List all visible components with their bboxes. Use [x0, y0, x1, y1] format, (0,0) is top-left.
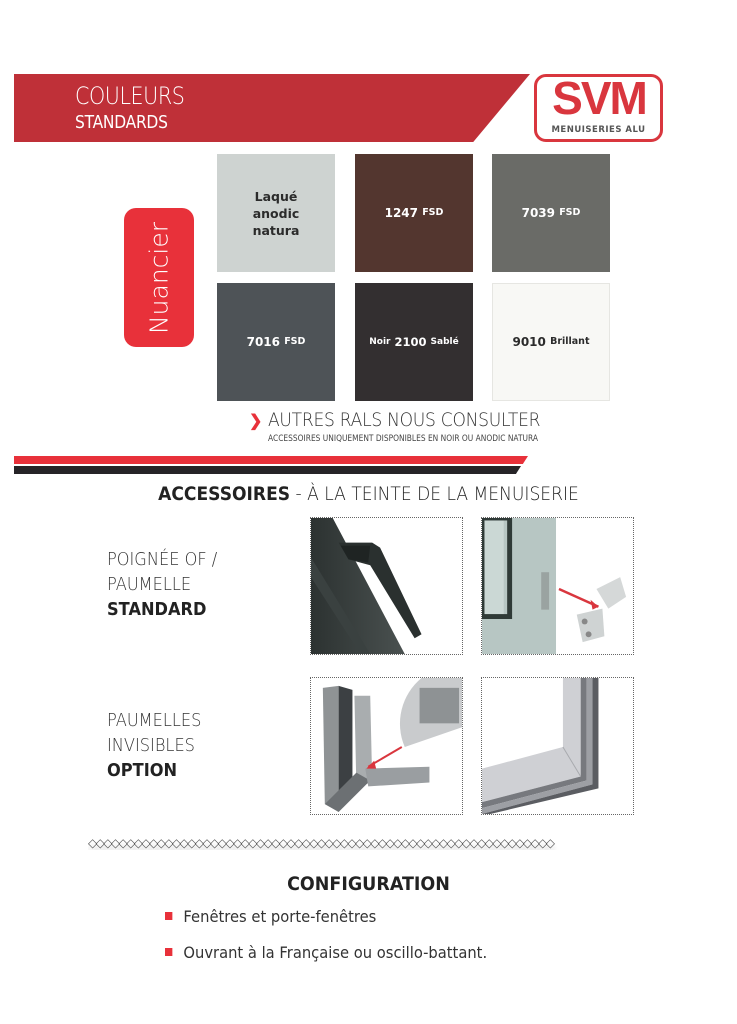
frame-profile-photo — [481, 677, 634, 815]
invisible-hinge-photo — [310, 677, 463, 815]
accessory-label-option — [107, 708, 201, 783]
page-title: COULEURS — [75, 82, 185, 110]
swatch-noir-2100 — [355, 283, 473, 401]
square-bullet-icon — [165, 948, 172, 956]
swatch-code: 7039 — [521, 206, 555, 220]
label-line: POIGNÉE OF / — [107, 549, 218, 570]
note-main: AUTRES RALS NOUS CONSULTER — [268, 409, 541, 431]
logo-tagline: MENUISERIES ALU — [551, 125, 646, 135]
accessories-title-bold: ACCESSOIRES — [158, 483, 291, 505]
swatch-line: natura — [252, 222, 300, 238]
square-bullet-icon — [165, 912, 172, 920]
swatch-code: 7016 — [246, 335, 280, 349]
swatch-anodic-natura — [217, 154, 335, 272]
config-item — [165, 942, 487, 964]
swatch-code: 1247 — [384, 206, 418, 220]
swatch-finish: FSD — [284, 336, 306, 347]
label-line: INVISIBLES — [107, 735, 195, 756]
config-item-text: Fenêtres et porte-fenêtres — [183, 907, 377, 926]
config-item-text: Ouvrant à la Française ou oscillo-battant. — [183, 943, 488, 962]
swatch-code: 2100 — [394, 335, 427, 349]
swatch-finish: Brillant — [550, 336, 590, 347]
swatch-7016 — [217, 283, 335, 401]
chevron-right-icon: ❯ — [249, 413, 263, 430]
red-stripe — [14, 456, 528, 464]
config-item — [165, 906, 376, 928]
header-text — [75, 82, 184, 134]
swatch-finish: FSD — [559, 207, 581, 218]
logo-mark: SVM — [552, 77, 646, 119]
black-stripe — [14, 466, 521, 474]
configuration-title: CONFIGURATION — [287, 873, 450, 895]
swatch-code: 9010 — [512, 335, 546, 349]
label-line: PAUMELLES — [107, 710, 202, 731]
nuancier-label: Nuancier — [144, 221, 174, 334]
swatch-finish: Sablé — [430, 337, 459, 347]
accessories-title-rest: - À LA TEINTE DE LA MENUISERIE — [290, 483, 579, 505]
swatch-line: anodic — [252, 205, 300, 221]
label-line: PAUMELLE — [107, 574, 192, 595]
hinge-photo — [481, 517, 634, 655]
swatch-prefix: Noir — [369, 337, 391, 347]
swatch-line: Laqué — [254, 188, 298, 204]
swatch-1247 — [355, 154, 473, 272]
accessory-label-standard — [107, 547, 217, 622]
page-subtitle: STANDARDS — [75, 112, 168, 133]
accessories-title — [37, 482, 700, 506]
handle-photo — [310, 517, 463, 655]
swatch-7039 — [492, 154, 610, 272]
label-emphasis: STANDARD — [107, 599, 207, 620]
note-sub: ACCESSOIRES UNIQUEMENT DISPONIBLES EN NOIR OU ANODIC NATURA — [268, 434, 539, 444]
swatch-9010 — [492, 283, 610, 401]
swatch-finish: FSD — [422, 207, 444, 218]
label-emphasis: OPTION — [107, 760, 178, 781]
svm-logo — [534, 74, 663, 142]
diamond-divider: ◇◇◇◇◇◇◇◇◇◇◇◇◇◇◇◇◇◇◇◇◇◇◇◇◇◇◇◇◇◇◇◇◇◇◇◇◇◇◇◇◇◇◇◇◇◇◇◇◇◇◇◇◇◇◇◇◇◇◇◇◇ — [88, 836, 554, 850]
nuancier-tag — [124, 208, 194, 347]
